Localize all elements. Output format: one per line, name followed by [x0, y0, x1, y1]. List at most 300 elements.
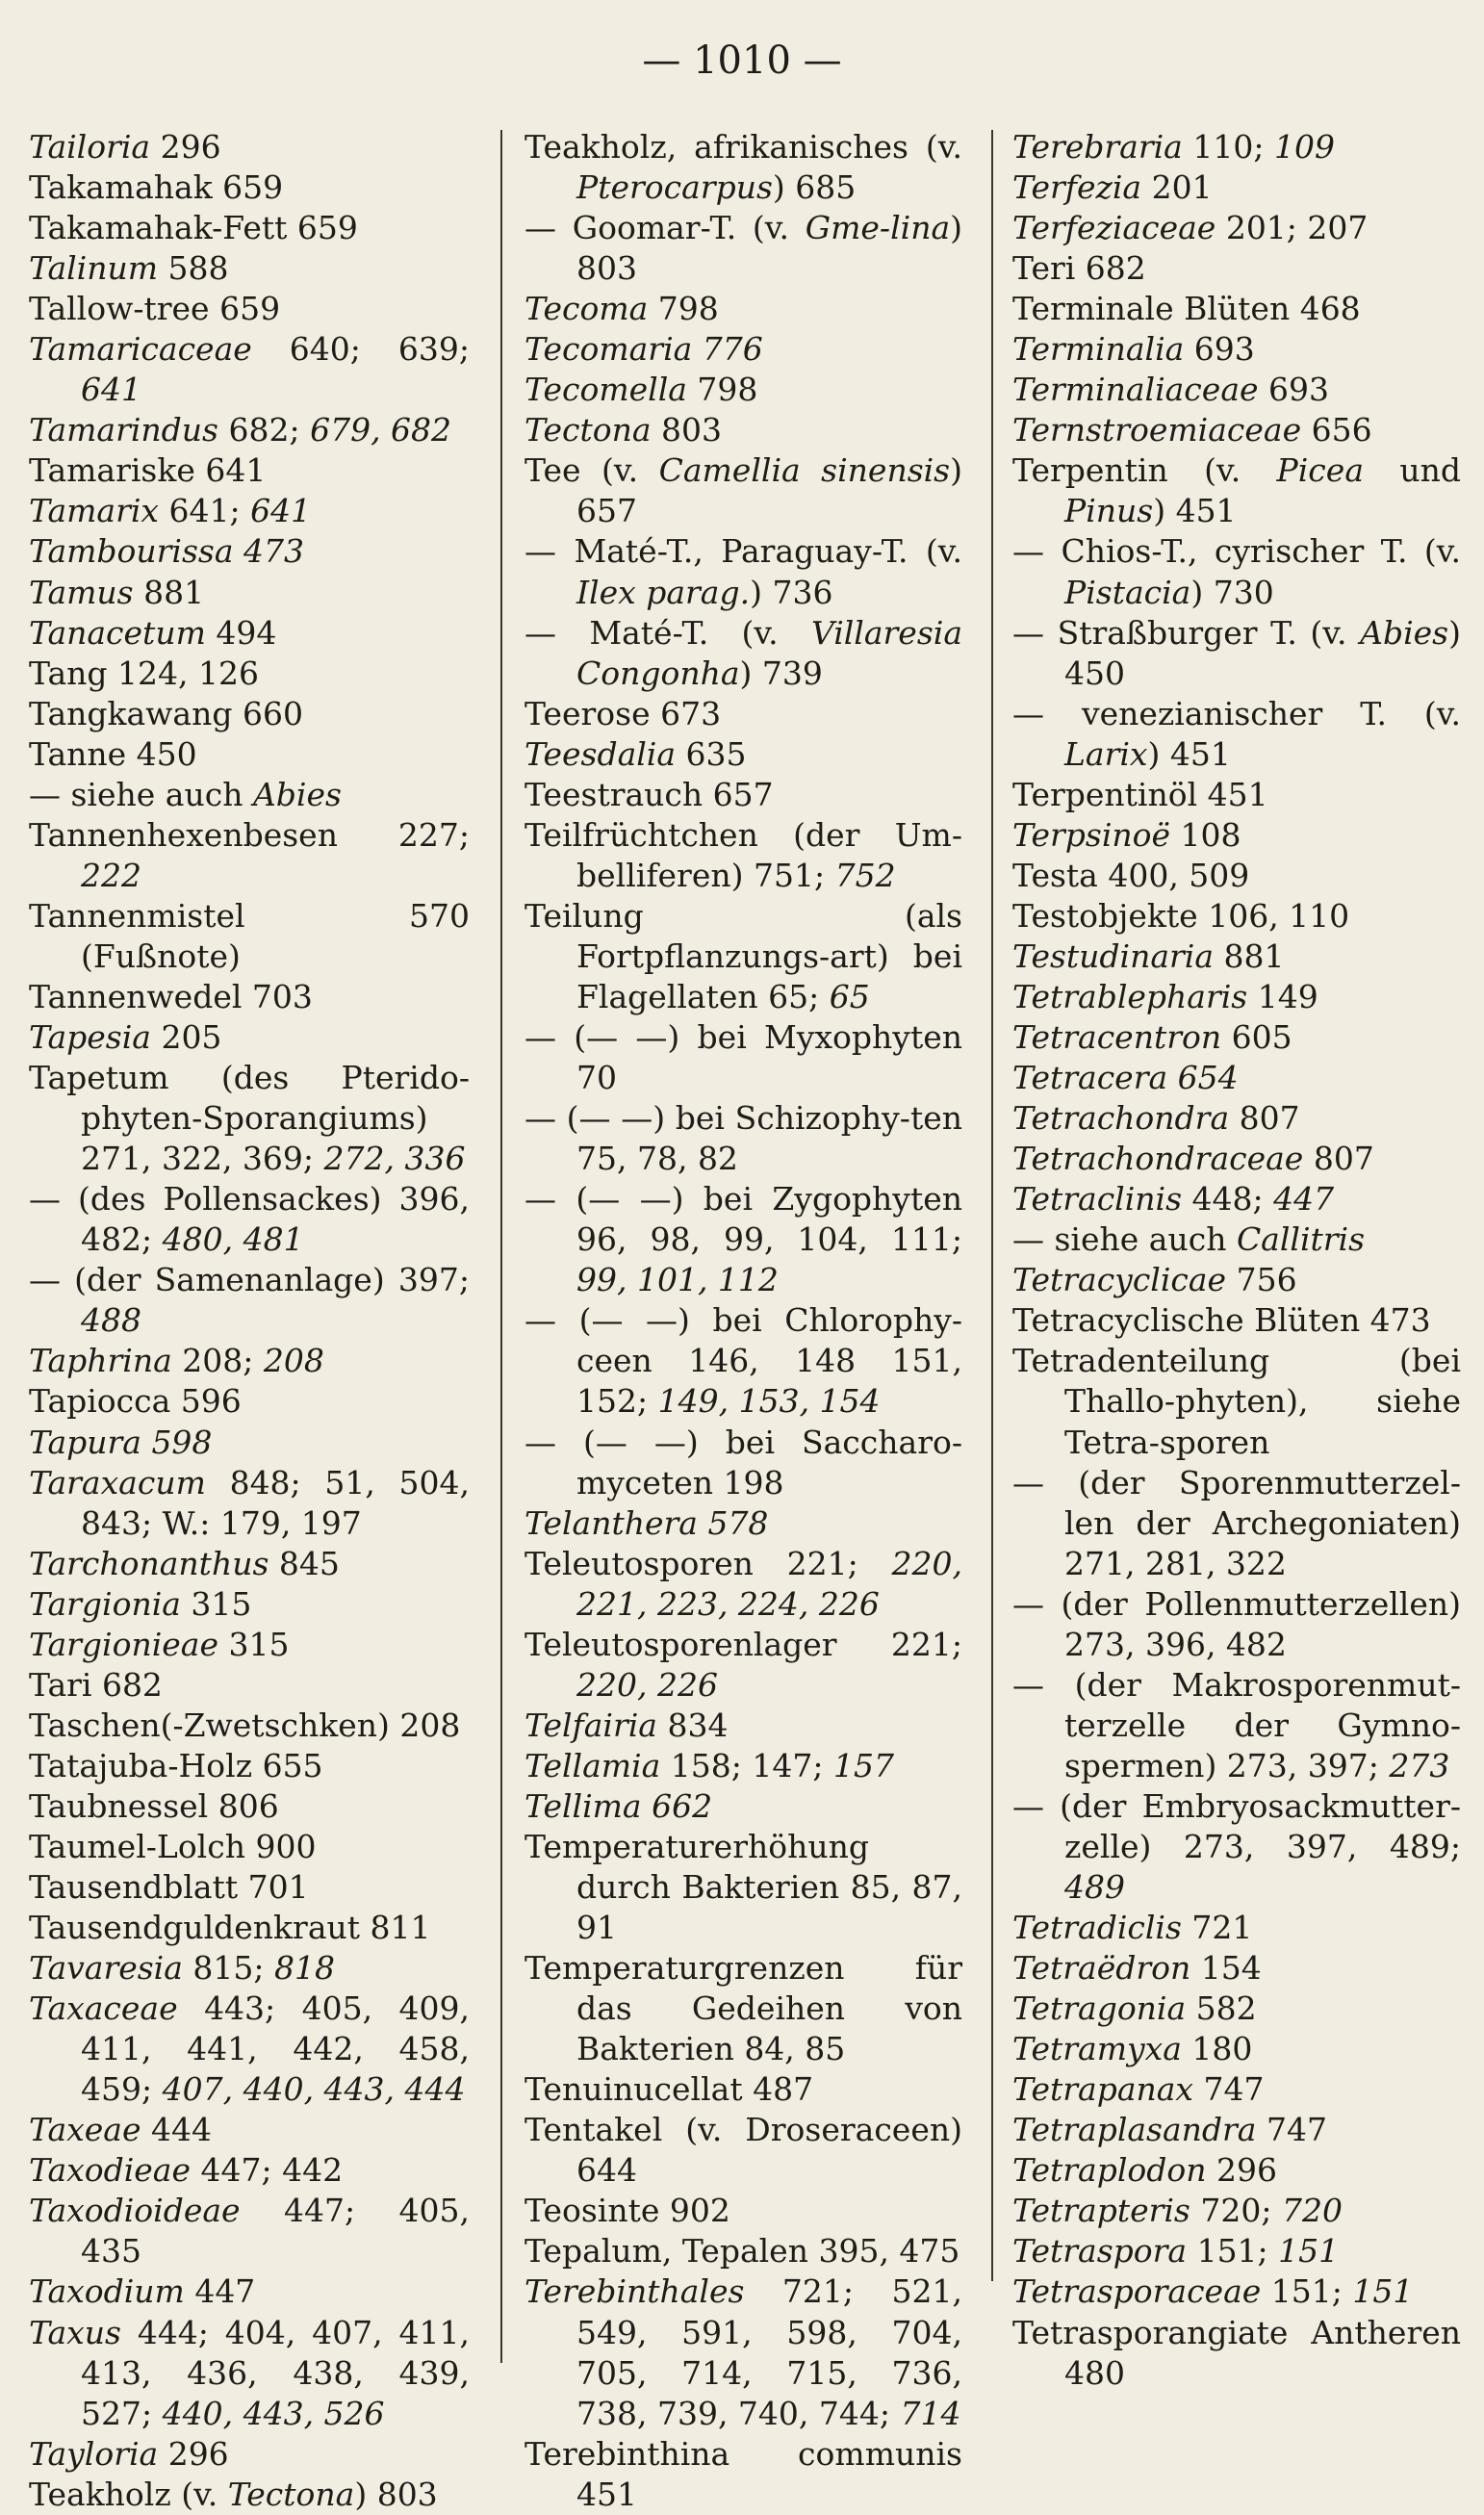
index-entry	[29, 2475, 470, 2515]
index-term-italic: Tetracentron	[1012, 1018, 1222, 1057]
index-text: 641;	[159, 492, 251, 530]
index-text: 448;	[1182, 1180, 1274, 1219]
index-term-italic: Tetrablepharis	[1012, 977, 1248, 1015]
index-text: 444; 404, 407, 411, 413, 436, 438, 439, 527;	[81, 2313, 470, 2432]
index-text: Teilung (als Fortpflanzungs-art) bei Flagellaten 65;	[525, 896, 962, 1015]
index-term-italic: Tecomella	[525, 371, 687, 409]
index-entry	[1012, 1948, 1461, 1989]
index-term-italic: 149, 153, 154	[657, 1382, 881, 1421]
index-term-italic: Pterocarpus	[576, 168, 773, 207]
index-text: — (der Samenanlage) 397;	[29, 1261, 470, 1299]
index-text: 296	[158, 2434, 229, 2473]
index-text: Terebinthina communis 451	[525, 2434, 962, 2513]
index-text: 201	[1141, 168, 1213, 207]
index-text: Teakholz (v.	[29, 2475, 228, 2513]
index-text: — (der Sporenmutterzel-len der Archegoniaten) 271, 281, 322	[1012, 1463, 1461, 1582]
index-text: 803	[651, 411, 723, 449]
index-term-italic: Tayloria	[29, 2434, 159, 2473]
index-text: Tenuinucellat 487	[525, 2070, 814, 2109]
index-text: — Goomar-T. (v.	[525, 209, 806, 247]
index-text: 721; 521, 549, 591, 598, 704, 705, 714, 715, 736, 738, 739, 740, 744;	[576, 2272, 962, 2432]
index-term-italic: Telfairia	[525, 1706, 657, 1744]
index-term-italic: Ilex parag.	[576, 573, 751, 611]
index-term-italic: Tarchonanthus	[29, 1544, 269, 1582]
index-term-italic: Terebraria	[1012, 128, 1183, 166]
index-entry	[29, 2434, 470, 2475]
index-text: — (— —) bei Zygophyten 96, 98, 99, 104, 111;	[525, 1180, 962, 1259]
index-entry	[29, 815, 470, 896]
index-term-italic: 222	[81, 856, 141, 894]
index-text: Teakholz, afrikanisches (v.	[525, 128, 962, 166]
index-text: Tamariske 641	[29, 451, 267, 490]
index-text: ) 730	[1190, 573, 1274, 611]
index-text: Temperaturgrenzen für das Gedeihen von Bakterien 84, 85	[525, 1949, 962, 2068]
index-text: Testobjekte 106, 110	[1012, 896, 1350, 935]
index-entry	[29, 1746, 470, 1786]
index-term-italic: 272, 336	[323, 1140, 466, 1178]
index-entry	[1012, 1017, 1461, 1058]
index-text: Testa 400, 509	[1012, 856, 1250, 894]
index-text: 834	[656, 1706, 729, 1744]
index-entry	[1012, 1463, 1461, 1584]
index-entry	[1012, 167, 1461, 208]
index-entry	[525, 1786, 962, 1827]
index-entry	[29, 2150, 470, 2191]
index-entry	[525, 1827, 962, 1948]
index-entry	[525, 329, 962, 370]
index-text: 154	[1190, 1949, 1262, 1988]
index-term-italic: Tamus	[29, 573, 134, 611]
index-entry	[29, 1179, 470, 1260]
index-entry	[525, 1300, 962, 1422]
index-entry	[29, 1625, 470, 1665]
index-text: 747	[1193, 2070, 1265, 2109]
index-text: Tausendblatt 701	[29, 1868, 309, 1907]
index-text: — (der Embryosackmutter-zelle) 273, 397, 489;	[1012, 1786, 1461, 1865]
index-text: — siehe auch	[29, 775, 253, 813]
index-text: 682;	[218, 411, 311, 449]
index-entry	[29, 450, 470, 491]
index-entry	[1012, 775, 1461, 815]
index-term-italic: Tetraplasandra	[1012, 2111, 1257, 2149]
index-text: Terpentinöl 451	[1012, 775, 1268, 813]
index-entry	[1012, 1786, 1461, 1908]
index-term-italic: Tectona	[227, 2475, 355, 2513]
index-entry	[1012, 1300, 1461, 1341]
index-text: 151;	[1261, 2272, 1353, 2311]
index-text: 693	[1184, 330, 1255, 369]
index-term-italic: Tanacetum	[29, 613, 206, 652]
index-term-italic: Tapesia	[29, 1018, 151, 1057]
index-entry	[525, 734, 962, 775]
index-term-italic: Taxaceae	[29, 1989, 178, 2028]
index-term-italic: Terpsinoë	[1012, 815, 1171, 854]
index-term-italic: Callitris	[1236, 1220, 1366, 1259]
index-entry	[1012, 2191, 1461, 2231]
index-term-italic: 65	[829, 977, 870, 1015]
index-text: ) 803	[576, 209, 962, 288]
index-term-italic: Telanthera 578	[525, 1503, 769, 1542]
index-entry	[1012, 1098, 1461, 1139]
index-entry	[29, 2271, 470, 2312]
index-text: Tannenmistel 570 (Fußnote)	[29, 896, 470, 975]
index-text: 447; 442	[191, 2151, 344, 2190]
index-text: Tanne 450	[29, 734, 197, 773]
index-term-italic: Abies	[1360, 613, 1449, 652]
index-term-italic: Camellia sinensis	[658, 451, 951, 490]
index-text: Tepalum, Tepalen 395, 475	[525, 2232, 960, 2271]
index-entry	[29, 2110, 470, 2150]
column-divider-left	[500, 130, 502, 2363]
index-entry	[29, 329, 470, 410]
index-text: 494	[205, 613, 277, 652]
index-entry	[29, 1706, 470, 1746]
index-entry	[1012, 450, 1461, 531]
index-entry	[29, 775, 470, 815]
index-text: 582	[1186, 1989, 1257, 2028]
index-term-italic: Teesdalia	[525, 734, 677, 773]
index-term-italic: 489	[1064, 1868, 1125, 1907]
index-entry	[29, 208, 470, 248]
index-entry	[1012, 329, 1461, 370]
index-text: Teestrauch 657	[525, 775, 774, 813]
index-text: 845	[269, 1544, 340, 1582]
index-entry	[29, 896, 470, 977]
index-entry	[525, 613, 962, 694]
index-text: Taumel-Lolch 900	[29, 1827, 317, 1865]
index-text: ) 736	[750, 573, 833, 611]
index-text: ) 657	[576, 451, 962, 530]
index-text: 180	[1181, 2030, 1253, 2068]
index-term-italic: Tetracera 654	[1012, 1059, 1239, 1097]
index-text: Teleutosporenlager 221;	[525, 1625, 962, 1663]
index-term-italic: Terminalia	[1012, 330, 1185, 369]
index-term-italic: Pistacia	[1064, 573, 1191, 611]
index-text: Terpentin (v.	[1012, 451, 1277, 490]
index-entry	[525, 2110, 962, 2191]
index-entry	[1012, 1908, 1461, 1948]
index-text: 605	[1221, 1018, 1292, 1057]
index-entry	[525, 450, 962, 531]
index-text: Tetrasporangiate Antheren 480	[1012, 2313, 1461, 2392]
index-entry	[1012, 815, 1461, 856]
index-text: 807	[1229, 1099, 1300, 1138]
index-entry	[525, 694, 962, 734]
index-term-italic: 440, 443, 526	[162, 2394, 385, 2432]
index-term-italic: Taxeae	[29, 2111, 141, 2149]
index-text: ) 450	[1064, 613, 1461, 692]
index-term-italic: Larix	[1064, 734, 1148, 773]
index-text: ) 685	[772, 168, 857, 207]
index-term-italic: 720	[1281, 2192, 1343, 2230]
index-text: — Chios-T., cyrischer T. (v.	[1012, 532, 1461, 571]
index-text: 447; 405, 435	[81, 2192, 470, 2271]
index-entry	[29, 1665, 470, 1706]
index-term-italic: 480, 481	[162, 1220, 304, 1259]
index-text: 747	[1256, 2111, 1327, 2149]
index-term-italic: 679, 682	[310, 411, 452, 449]
index-term-italic: Tamarindus	[29, 411, 218, 449]
index-text: — venezianischer T. (v.	[1012, 694, 1461, 732]
index-text: 151;	[1187, 2232, 1279, 2271]
index-text: Teleutosporen 221;	[525, 1544, 892, 1582]
index-entry	[1012, 1341, 1461, 1462]
index-text: Terminale Blüten 468	[1012, 290, 1361, 328]
index-text: 208;	[171, 1342, 264, 1380]
index-text: — (— —) bei Myxophyten 70	[525, 1018, 962, 1097]
index-entry	[29, 127, 470, 167]
index-entry	[29, 694, 470, 734]
index-entry	[29, 1381, 470, 1422]
index-term-italic: 641	[250, 492, 312, 530]
index-text: 756	[1226, 1261, 1297, 1299]
index-text: ) 451	[1147, 734, 1231, 773]
index-entry	[29, 1341, 470, 1381]
index-entry	[525, 289, 962, 329]
index-text: Teerose 673	[525, 694, 722, 732]
index-entry	[29, 410, 470, 450]
index-entry	[29, 654, 470, 694]
index-entry	[1012, 937, 1461, 977]
index-term-italic: 488	[81, 1301, 141, 1340]
index-term-italic: Abies	[252, 775, 342, 813]
index-text: 815;	[182, 1949, 275, 1988]
index-text: — Maté-T. (v.	[525, 613, 811, 652]
index-text: 807	[1303, 1140, 1374, 1178]
index-text: 447	[184, 2272, 256, 2311]
index-term-italic: 157	[832, 1746, 894, 1784]
index-entry	[29, 1989, 470, 2110]
index-term-italic: Tecoma	[525, 290, 649, 328]
index-entry	[29, 1544, 470, 1584]
index-entry	[29, 1948, 470, 1989]
index-text: — (der Makrosporenmut-terzelle der Gymno-spermen) 273, 397;	[1012, 1665, 1461, 1784]
index-entry	[1012, 1665, 1461, 1786]
index-column-3	[1012, 127, 1461, 2394]
index-entry	[1012, 1139, 1461, 1179]
index-text: — (— —) bei Schizophy-ten 75, 78, 82	[525, 1099, 962, 1178]
index-term-italic: 208	[263, 1342, 324, 1380]
index-text: 798	[648, 290, 719, 328]
index-entry	[1012, 2313, 1461, 2394]
index-term-italic: Tambourissa 473	[29, 532, 305, 571]
index-entry	[525, 2271, 962, 2433]
index-term-italic: Tetrapanax	[1012, 2070, 1194, 2109]
index-text: Tallow-tree 659	[29, 290, 281, 328]
index-entry	[1012, 127, 1461, 167]
index-entry	[1012, 1260, 1461, 1300]
index-entry	[525, 531, 962, 612]
index-term-italic: Terfezia	[1012, 168, 1142, 207]
index-entry	[1012, 694, 1461, 775]
index-text: Tang 124, 126	[29, 654, 259, 692]
index-term-italic: Taraxacum	[29, 1463, 206, 1501]
index-term-italic: Terminaliaceae	[1012, 371, 1259, 409]
index-entry	[29, 573, 470, 613]
index-text: ) 739	[739, 654, 823, 692]
index-entry	[1012, 977, 1461, 1017]
index-term-italic: Tetramyxa	[1012, 2030, 1182, 2068]
index-text: und	[1364, 451, 1461, 490]
index-text: 205	[150, 1018, 222, 1057]
index-entry	[525, 370, 962, 410]
index-text: 693	[1258, 371, 1330, 409]
index-text: Tannenwedel 703	[29, 977, 313, 1015]
index-entry	[29, 531, 470, 572]
index-text: — (der Pollenmutterzellen) 273, 396, 482	[1012, 1584, 1461, 1663]
index-text: Tannenhexenbesen 227;	[29, 815, 470, 854]
index-text: 108	[1170, 815, 1241, 854]
index-text: 158; 147;	[660, 1746, 833, 1784]
index-text: 881	[1214, 937, 1285, 975]
index-entry	[29, 1017, 470, 1058]
index-term-italic: Tetragonia	[1012, 1989, 1187, 2028]
index-column-1	[29, 127, 470, 2515]
index-entry	[525, 775, 962, 815]
index-entry	[29, 1867, 470, 1908]
index-text: 296	[1206, 2151, 1277, 2190]
index-text: Taschen(-Zwetschken) 208	[29, 1706, 461, 1744]
index-text: 720;	[1190, 2192, 1282, 2230]
index-text: Teilfrüchtchen (der Um-belliferen) 751;	[525, 815, 962, 894]
index-term-italic: Tetraplodon	[1012, 2151, 1207, 2190]
index-entry	[1012, 370, 1461, 410]
index-entry	[1012, 2231, 1461, 2271]
index-term-italic: Taphrina	[29, 1342, 172, 1380]
index-text: — (— —) bei Saccharo-myceten 198	[525, 1423, 962, 1501]
index-entry	[525, 208, 962, 289]
index-entry	[29, 289, 470, 329]
index-entry	[525, 410, 962, 450]
index-term-italic: Picea	[1276, 451, 1364, 490]
index-entry	[1012, 896, 1461, 937]
index-term-italic: Tellima 662	[525, 1786, 713, 1825]
index-term-italic: Pinus	[1064, 492, 1154, 530]
index-entry	[525, 896, 962, 1017]
index-term-italic: Tellamia	[525, 1746, 661, 1784]
index-entry	[525, 2231, 962, 2271]
index-text: 881	[133, 573, 205, 611]
index-entry	[1012, 1219, 1461, 1260]
index-entry	[1012, 1584, 1461, 1665]
index-text: 588	[158, 249, 229, 288]
index-term-italic: 714	[900, 2394, 961, 2432]
index-entry	[525, 1098, 962, 1179]
index-entry	[29, 1908, 470, 1948]
index-entry	[1012, 289, 1461, 329]
index-term-italic: 151	[1352, 2272, 1414, 2311]
index-entry	[525, 2191, 962, 2231]
index-entry	[1012, 208, 1461, 248]
index-term-italic: Tetraëdron	[1012, 1949, 1191, 1988]
index-text: Tentakel (v. Droseraceen) 644	[525, 2111, 962, 2190]
index-entry	[525, 1625, 962, 1706]
index-term-italic: Tetraspora	[1012, 2232, 1188, 2271]
index-entry	[1012, 1989, 1461, 2029]
index-entry	[29, 977, 470, 1017]
index-text: Tee (v.	[525, 451, 659, 490]
index-term-italic: Tetradiclis	[1012, 1909, 1182, 1947]
index-entry	[1012, 1058, 1461, 1098]
index-text: Tari 682	[29, 1665, 163, 1704]
index-entry	[29, 1260, 470, 1341]
index-entry	[525, 815, 962, 896]
index-text: 110;	[1182, 128, 1274, 166]
index-entry	[29, 1827, 470, 1867]
index-text: Teri 682	[1012, 249, 1146, 288]
index-text: — (— —) bei Chlorophy-ceen 146, 148 151, 152;	[525, 1301, 962, 1421]
index-text: ) 451	[1153, 492, 1237, 530]
index-text: Tausendguldenkraut 811	[29, 1909, 431, 1947]
index-entry	[1012, 2110, 1461, 2150]
index-text: ) 803	[354, 2475, 438, 2513]
index-entry	[525, 1544, 962, 1625]
index-text: Takamahak-Fett 659	[29, 209, 358, 247]
column-divider-right	[991, 130, 993, 2281]
index-entry	[1012, 613, 1461, 694]
index-entry	[29, 1058, 470, 1179]
index-text: — (des Pollensackes) 396, 482;	[29, 1180, 470, 1259]
index-text: 848; 51, 504, 843; W.: 179, 197	[81, 1463, 470, 1542]
index-entry	[525, 2434, 962, 2515]
index-text: — Straßburger T. (v.	[1012, 613, 1361, 652]
index-entry	[29, 248, 470, 289]
index-entry	[525, 1706, 962, 1746]
index-text: Tapiocca 596	[29, 1382, 242, 1421]
index-term-italic: Targionieae	[29, 1625, 218, 1663]
index-entry	[1012, 856, 1461, 896]
index-term-italic: Villaresia Congonha	[576, 613, 962, 692]
index-text: 656	[1301, 411, 1372, 449]
index-text: 640; 639;	[251, 330, 470, 369]
index-text: 444	[141, 2111, 212, 2149]
index-term-italic: Tailoria	[29, 128, 151, 166]
index-text: Taubnessel 806	[29, 1786, 279, 1825]
index-column-2	[525, 127, 962, 2515]
index-text: Tapetum (des Pterido-phyten-Sporangiums) 271, 322, 369;	[29, 1059, 470, 1178]
index-entry	[1012, 2271, 1461, 2312]
index-term-italic: 752	[834, 856, 896, 894]
index-entry	[525, 1423, 962, 1503]
index-entry	[29, 1584, 470, 1625]
index-entry	[1012, 531, 1461, 612]
index-entry	[525, 1179, 962, 1300]
index-term-italic: 447	[1273, 1180, 1335, 1219]
index-entry	[525, 1746, 962, 1786]
index-entry	[1012, 248, 1461, 289]
index-entry	[29, 613, 470, 654]
index-term-italic: Tecomaria 776	[525, 330, 763, 369]
index-text: 798	[686, 371, 758, 409]
index-term-italic: 407, 440, 443, 444	[162, 2070, 466, 2109]
index-term-italic: 109	[1273, 128, 1335, 166]
index-entry	[1012, 2150, 1461, 2191]
index-text: Temperaturerhöhung durch Bakterien 85, 87, 91	[525, 1827, 962, 1947]
index-text: Tangkawang 660	[29, 694, 303, 732]
index-text: — siehe auch	[1012, 1220, 1237, 1259]
index-term-italic: Tetracyclicae	[1012, 1261, 1227, 1299]
index-entry	[525, 1503, 962, 1544]
index-term-italic: Taxodieae	[29, 2151, 192, 2190]
index-term-italic: 99, 101, 112	[576, 1261, 779, 1299]
index-term-italic: Tetrachondraceae	[1012, 1140, 1304, 1178]
index-entry	[525, 1948, 962, 2069]
index-text: Tatajuba-Holz 655	[29, 1746, 323, 1784]
index-term-italic: 220, 221, 223, 224, 226	[576, 1544, 962, 1623]
index-term-italic: Tamarix	[29, 492, 160, 530]
index-term-italic: Tavaresia	[29, 1949, 183, 1988]
index-entry	[29, 1786, 470, 1827]
